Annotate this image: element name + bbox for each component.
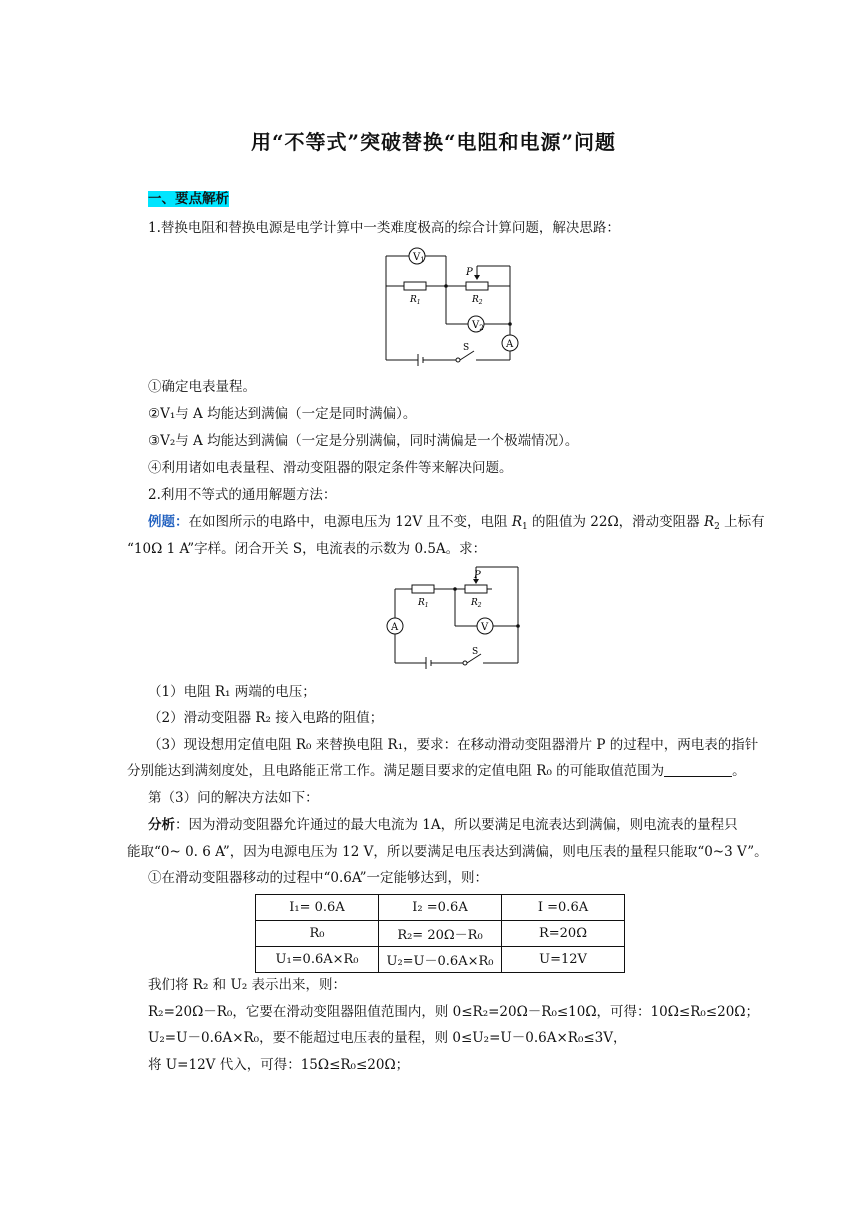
question-3-end: 。: [732, 763, 746, 779]
r2-label: R: [472, 295, 479, 305]
inequality-1: R₂=20Ω－R₀，它要在滑动变阻器阻值范围内，则 0≤R₂=20Ω－R₀≤10Ω，可得：10Ω≤R₀≤20Ω；: [148, 1004, 759, 1020]
table-row: [256, 921, 625, 947]
question-3-line-2: [127, 762, 746, 780]
slider-p-2-label: P: [474, 570, 481, 581]
r2-2-label: R: [471, 598, 478, 608]
ammeter-label: A: [506, 339, 514, 350]
page-title: 用“不等式”突破替换“电阻和电源”问题: [250, 130, 616, 154]
inequality-2: U₂=U－0.6A×R₀，要不能超过电压表的量程，则 0≤U₂=U－0.6A×R₀≤3V，: [148, 1030, 627, 1046]
analysis-line-2: 能取“0~ 0. 6 A”，因为电源电压为 12 V，所以要满足电压表达到满偏，则电压表的量程只能取“0~3 V”。: [127, 844, 768, 860]
example-text-b: 的阻值为 22Ω，滑动变阻器: [527, 514, 704, 530]
circuit-diagram-1: [378, 244, 528, 368]
question-1: （1）电阻 R₁ 两端的电压；: [148, 684, 316, 700]
circuit-diagram-2: [380, 563, 525, 671]
svg-text:R2: [471, 295, 483, 306]
r1-2-subscript: 1: [424, 602, 429, 609]
example-text-c: 上标有: [719, 514, 765, 530]
r2-2-subscript: 2: [477, 602, 482, 609]
svg-text:R2: [470, 598, 482, 609]
solution-intro: 第（3）问的解决方法如下：: [148, 790, 319, 806]
question-2: （2）滑动变阻器 R₂ 接入电路的阻值；: [148, 710, 384, 726]
table-cell: U₂=U－0.6A×R₀: [379, 947, 502, 973]
v1-subscript: 1: [420, 256, 425, 264]
v1-label: V: [413, 252, 421, 263]
step-3: ③V₂与 A 均能达到满偏（一定是分别满偏，同时满偏是一个极端情况）。: [148, 433, 579, 449]
example-line-1: 例题：在如图所示的电路中，电源电压为 12V 且不变，电阻 $R_1$ 的阻值为 22Ω，滑动变阻器 $R_2$ 上标有: [148, 514, 765, 532]
v2-label: V: [472, 320, 480, 331]
step-2: ②V₁与 A 均能达到满偏（一定是同时满偏）。: [148, 406, 417, 422]
table-row: [256, 895, 625, 921]
intro-text: 1.替换电阻和替换电源是电学计算中一类难度极高的综合计算问题，解决思路：: [148, 220, 620, 236]
express-line: 我们将 R₂ 和 U₂ 表示出来，则：: [148, 977, 347, 993]
example-text-a: 在如图所示的电路中，电源电压为 12V 且不变，电阻: [188, 514, 512, 530]
svg-text:R1: [409, 295, 421, 306]
example-label: 例题：: [148, 514, 189, 530]
analysis-label: 分析: [148, 817, 175, 833]
r2-subscript: 2: [478, 299, 483, 306]
r1-2-label: R: [418, 598, 425, 608]
svg-text:V2: [471, 320, 484, 332]
table-cell: U=12V: [502, 947, 625, 973]
svg-text:R1: [417, 598, 429, 609]
switch-2-label: S: [472, 647, 479, 657]
method-title: 2.利用不等式的通用解题方法：: [148, 487, 337, 503]
step-4: ④利用诸如电表量程、滑动变阻器的限定条件等来解决问题。: [148, 460, 513, 476]
section-heading-label: 一、要点解析: [148, 191, 229, 207]
svg-text:V1: [412, 252, 425, 264]
r1-label: R: [410, 295, 417, 305]
answer-blank[interactable]: [664, 764, 732, 777]
question-3-text: 分别能达到满刻度处，且电路能正常工作。满足题目要求的定值电阻 R₀ 的可能取值范围为: [127, 763, 665, 779]
table-cell: I₁= 0.6A: [256, 895, 379, 921]
section-heading: [148, 190, 229, 208]
table-cell: U₁=0.6A×R₀: [256, 947, 379, 973]
voltmeter-2-label: V: [481, 622, 489, 633]
step-a: ①在滑动变阻器移动的过程中“0.6A”一定能够达到，则：: [148, 870, 489, 886]
analysis-line-1: [148, 816, 738, 834]
table-cell: R₂= 20Ω－R₀: [379, 921, 502, 947]
example-line-2: “10Ω 1 A”字样。闭合开关 S，电流表的示数为 0.5A。求：: [127, 541, 487, 557]
values-table: [255, 894, 625, 973]
ammeter-2-label: A: [391, 622, 399, 633]
table-cell: R=20Ω: [502, 921, 625, 947]
table-cell: I₂ =0.6A: [379, 895, 502, 921]
table-cell: I =0.6A: [502, 895, 625, 921]
v2-subscript: 2: [479, 324, 484, 332]
table-row: [256, 947, 625, 973]
table-cell: R₀: [256, 921, 379, 947]
step-1: ①确定电表量程。: [148, 379, 256, 395]
r1-subscript: 1: [416, 299, 421, 306]
question-3-line-1: （3）现设想用定值电阻 R₀ 来替换电阻 R₁，要求：在移动滑动变阻器滑片 P 的过程中，两电表的指针: [148, 737, 759, 753]
analysis-text-1: ：因为滑动变阻器允许通过的最大电流为 1A，所以要满足电流表达到满偏，则电流表的量程只: [175, 817, 738, 833]
inequality-3: 将 U=12V 代入，可得：15Ω≤R₀≤20Ω；: [148, 1057, 410, 1073]
switch-label: S: [463, 343, 470, 353]
slider-p-label: P: [466, 267, 473, 278]
